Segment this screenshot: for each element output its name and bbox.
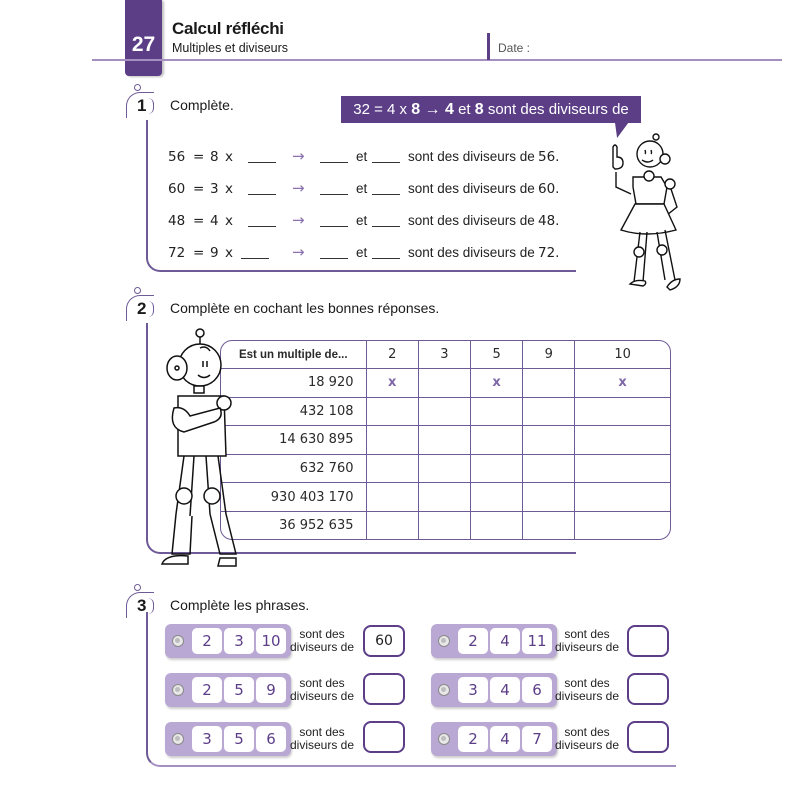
arrow-icon: → — [292, 211, 305, 229]
check-cell[interactable] — [523, 511, 575, 539]
example-bold: 8 — [411, 101, 421, 118]
chapter-number: 27 — [131, 33, 156, 56]
divisor-chip: 6 — [522, 677, 552, 703]
target-number: 56. — [538, 149, 560, 165]
table-row — [221, 397, 670, 426]
date-marker — [487, 33, 490, 60]
answer-blank[interactable] — [248, 149, 276, 163]
answer-box[interactable] — [627, 721, 669, 753]
example-text: sont des diviseurs de 32. — [480, 101, 629, 145]
sentence-line: sont des — [299, 627, 345, 641]
sentence-text — [287, 726, 357, 752]
suffix-text: sont des diviseurs de — [408, 213, 535, 228]
sentence-line: sont des — [299, 725, 345, 739]
table-column-header: 5 — [470, 341, 522, 369]
answer-blank[interactable] — [372, 149, 400, 163]
check-cell[interactable] — [575, 397, 670, 426]
check-cell[interactable] — [418, 397, 470, 426]
exercise-number: 2 — [137, 299, 147, 318]
exercise-title: Complète les phrases. — [170, 597, 310, 613]
divisor-group — [165, 722, 291, 756]
row-number: 14 630 895 — [221, 426, 366, 455]
check-cell[interactable] — [523, 454, 575, 483]
divisor-chip: 9 — [256, 677, 286, 703]
target-number: 48. — [538, 213, 560, 229]
example-bold: 4 — [445, 101, 454, 118]
example-bold: 8 — [474, 101, 484, 118]
times-sign: x — [225, 213, 233, 229]
sentence-line: diviseurs de — [554, 689, 620, 703]
check-cell[interactable]: x — [366, 369, 418, 398]
divisor-group — [165, 624, 291, 658]
divisor-chip: 3 — [458, 677, 488, 703]
table-header-row — [221, 341, 670, 369]
check-cell[interactable] — [366, 511, 418, 539]
equals-sign: = — [193, 181, 205, 197]
example-bubble — [341, 96, 641, 145]
times-sign: x — [225, 149, 233, 165]
exercise-ring-icon — [134, 84, 141, 91]
exercise-ring-icon — [134, 287, 141, 294]
table-column-header: 10 — [575, 341, 670, 369]
check-cell[interactable] — [523, 483, 575, 512]
divisor-chip: 2 — [458, 726, 488, 752]
sentence-line: sont des — [564, 676, 610, 690]
times-sign: x — [225, 245, 233, 261]
exercise-number: 3 — [137, 596, 147, 615]
sentence-line: diviseurs de — [289, 738, 355, 752]
divisor-group — [431, 673, 557, 707]
check-cell[interactable] — [523, 426, 575, 455]
row-number: 18 920 — [221, 369, 366, 398]
answer-blank[interactable] — [320, 245, 348, 259]
divisor-chip: 5 — [224, 726, 254, 752]
radio-icon[interactable] — [172, 635, 184, 647]
radio-icon[interactable] — [172, 733, 184, 745]
divisor-chip: 11 — [522, 628, 552, 654]
equals-sign: = — [193, 213, 205, 229]
check-cell[interactable] — [470, 426, 522, 455]
check-cell[interactable] — [470, 511, 522, 539]
table-row — [221, 454, 670, 483]
divisor-chip: 4 — [490, 628, 520, 654]
sentence-text — [552, 628, 622, 654]
robot-boy-illustration — [160, 328, 240, 568]
check-cell[interactable] — [575, 511, 670, 539]
answer-blank[interactable] — [372, 213, 400, 227]
arrow-icon: → — [292, 147, 305, 165]
connector-text: et — [356, 213, 368, 228]
robot-girl-illustration — [585, 132, 695, 302]
divisor-chip: 3 — [224, 628, 254, 654]
divisor-chip: 4 — [490, 726, 520, 752]
sentence-text — [287, 628, 357, 654]
divisor-group — [431, 624, 557, 658]
answer-blank[interactable] — [372, 181, 400, 195]
target-number: 72. — [538, 245, 560, 261]
table-row — [221, 483, 670, 512]
example-text: et — [453, 101, 475, 118]
table-column-header: 3 — [418, 341, 470, 369]
check-cell[interactable] — [366, 454, 418, 483]
radio-icon[interactable] — [438, 635, 450, 647]
answer-box[interactable] — [363, 721, 405, 753]
equation-number: 56 — [168, 149, 186, 165]
divisor-chip: 2 — [192, 677, 222, 703]
answer-blank[interactable] — [320, 149, 348, 163]
divisor-chip: 6 — [256, 726, 286, 752]
equation-number: 60 — [168, 181, 186, 197]
sentence-line: diviseurs de — [289, 640, 355, 654]
divisor-chip: 3 — [192, 726, 222, 752]
answer-blank[interactable] — [248, 213, 276, 227]
exercise-number: 1 — [137, 96, 147, 115]
suffix-text: sont des diviseurs de — [408, 245, 535, 260]
check-cell[interactable] — [418, 454, 470, 483]
example-text: 32 = 4 x — [353, 101, 412, 118]
radio-icon[interactable] — [438, 733, 450, 745]
equals-sign: = — [193, 245, 205, 261]
example-arrow: → — [420, 101, 445, 118]
sentence-line: sont des — [564, 725, 610, 739]
arrow-icon: → — [292, 179, 305, 197]
divisor-chip: 7 — [522, 726, 552, 752]
equation-factor: 9 — [210, 245, 219, 261]
equals-sign: = — [193, 149, 205, 165]
answer-blank[interactable] — [320, 181, 348, 195]
suffix-text: sont des diviseurs de — [408, 181, 535, 196]
sentence-line: diviseurs de — [554, 640, 620, 654]
check-cell[interactable] — [470, 397, 522, 426]
divisor-chip: 2 — [458, 628, 488, 654]
check-cell[interactable] — [575, 426, 670, 455]
divisor-chip: 5 — [224, 677, 254, 703]
sentence-line: sont des — [299, 676, 345, 690]
target-number: 60. — [538, 181, 560, 197]
sentence-text — [552, 677, 622, 703]
table-row — [221, 511, 670, 539]
check-cell[interactable] — [366, 397, 418, 426]
answer-blank[interactable] — [372, 245, 400, 259]
times-sign: x — [225, 181, 233, 197]
equation-factor: 4 — [210, 213, 219, 229]
arrow-icon: → — [292, 243, 305, 261]
check-cell[interactable] — [366, 426, 418, 455]
answer-box[interactable] — [627, 673, 669, 705]
row-number: 432 108 — [221, 397, 366, 426]
answer-blank[interactable] — [320, 213, 348, 227]
check-cell[interactable] — [418, 369, 470, 398]
divisor-chip: 2 — [192, 628, 222, 654]
check-cell[interactable] — [470, 483, 522, 512]
sentence-line: sont des — [564, 627, 610, 641]
date-label: Date : — [498, 41, 531, 55]
check-cell[interactable] — [470, 454, 522, 483]
connector-text: et — [356, 149, 368, 164]
answer-blank[interactable] — [248, 181, 276, 195]
table-row — [221, 369, 670, 398]
page-title: Calcul réfléchi — [172, 19, 284, 38]
check-cell[interactable] — [575, 483, 670, 512]
check-cell[interactable] — [418, 483, 470, 512]
row-number: 36 952 635 — [221, 511, 366, 539]
check-cell[interactable]: x — [575, 369, 670, 398]
exercise-title: Complète en cochant les bonnes réponses. — [170, 300, 440, 316]
check-cell[interactable] — [523, 397, 575, 426]
multiples-table — [220, 340, 671, 540]
check-cell[interactable] — [418, 426, 470, 455]
equation-factor: 3 — [210, 181, 219, 197]
sentence-text — [552, 726, 622, 752]
check-cell[interactable] — [523, 369, 575, 398]
answer-box[interactable] — [363, 673, 405, 705]
radio-icon[interactable] — [172, 684, 184, 696]
page-subtitle: Multiples et diviseurs — [172, 41, 289, 55]
connector-text: et — [356, 245, 368, 260]
row-number: 632 760 — [221, 454, 366, 483]
check-cell[interactable] — [575, 454, 670, 483]
table-header-label: Est un multiple de... — [221, 341, 366, 369]
header-divider — [92, 59, 782, 61]
suffix-text: sont des diviseurs de — [408, 149, 535, 164]
row-number: 930 403 170 — [221, 483, 366, 512]
equation-number: 72 — [168, 245, 186, 261]
equation-number: 48 — [168, 213, 186, 229]
table-column-header: 9 — [523, 341, 575, 369]
sentence-line: diviseurs de — [554, 738, 620, 752]
divisor-group — [165, 673, 291, 707]
check-cell[interactable]: x — [470, 369, 522, 398]
answer-blank[interactable] — [241, 245, 269, 259]
divisor-group — [431, 722, 557, 756]
divisor-chip: 10 — [256, 628, 286, 654]
connector-text: et — [356, 181, 368, 196]
exercise-title: Complète. — [170, 97, 234, 113]
answer-box[interactable] — [627, 625, 669, 657]
sentence-text — [287, 677, 357, 703]
check-cell[interactable] — [418, 511, 470, 539]
sentence-line: diviseurs de — [289, 689, 355, 703]
radio-icon[interactable] — [438, 684, 450, 696]
table-column-header: 2 — [366, 341, 418, 369]
answer-box[interactable]: 60 — [363, 625, 405, 657]
exercise-ring-icon — [134, 584, 141, 591]
table-row — [221, 426, 670, 455]
divisor-chip: 4 — [490, 677, 520, 703]
equation-factor: 8 — [210, 149, 219, 165]
check-cell[interactable] — [366, 483, 418, 512]
